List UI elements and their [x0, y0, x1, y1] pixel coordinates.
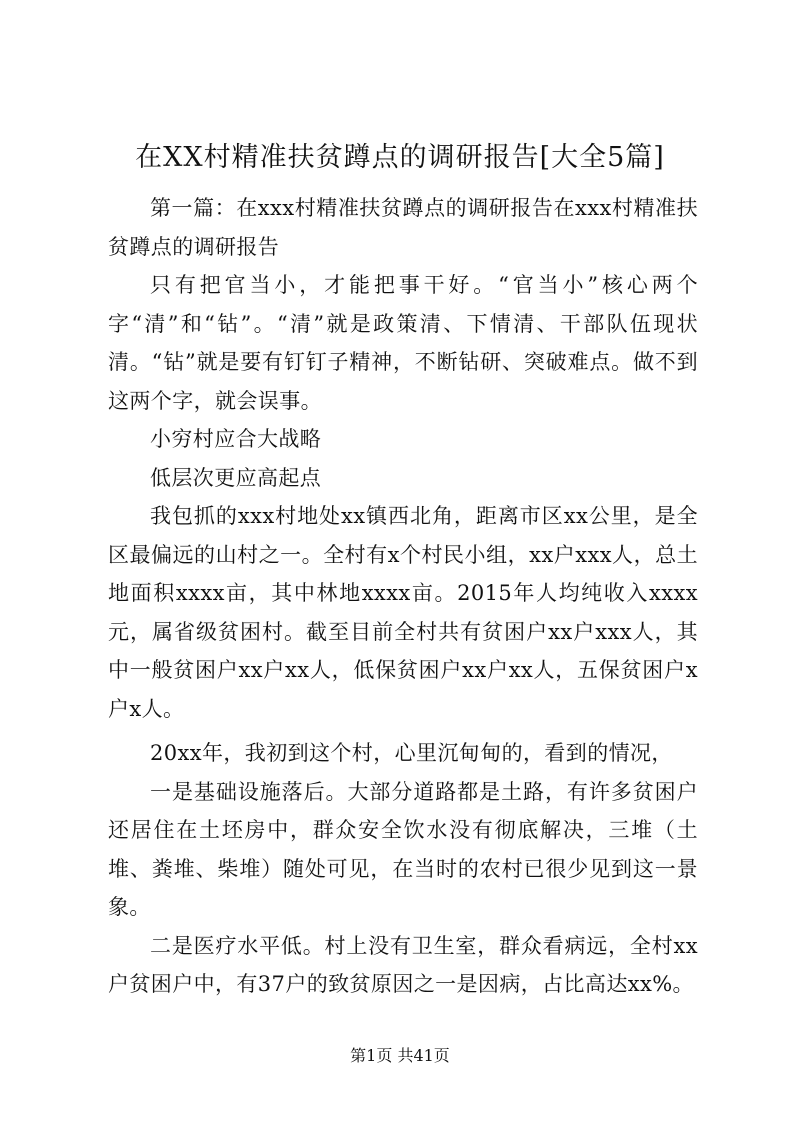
page-number-footer: 第1页 共41页 [350, 1046, 450, 1065]
paragraph-heading-strategy: 小穷村应合大战略 [150, 427, 322, 451]
paragraph-medical: 二是医疗水平低。村上没有卫生室，群众看病远，全村xx户贫困户中，有37户的致贫原因之一是因病，占比高达xx%。 [108, 933, 698, 996]
paragraph-infrastructure: 一是基础设施落后。大部分道路都是土路，有许多贫困户还居住在土坯房中，群众安全饮水没有彻底解决，三堆（土堆、粪堆、柴堆）随处可见，在当时的农村已很少见到这一景象。 [108, 779, 698, 919]
paragraph-principle: 只有把官当小，才能把事干好。“官当小”核心两个字“清”和“钻”。“清”就是政策清、下情清、干部队伍现状清。“钻”就是要有钉钉子精神，不断钻研、突破难点。做不到这两个字，就会误事。 [108, 273, 698, 413]
paragraph-heading-start: 低层次更应高起点 [150, 465, 322, 490]
document-body [108, 189, 698, 1004]
document-title: 在XX村精准扶贫蹲点的调研报告[大全5篇] [135, 142, 665, 173]
paragraph-intro: 第一篇：在xxx村精准扶贫蹲点的调研报告在xxx村精准扶贫蹲点的调研报告 [108, 196, 698, 259]
paragraph-first-visit: 20xx年，我初到这个村，心里沉甸甸的，看到的情况， [150, 741, 673, 765]
paragraph-village-overview: 我包抓的xxx村地处xx镇西北角，距离市区xx公里，是全区最偏远的山村之一。全村有x个村民小组，xx户xxx人，总土地面积xxxx亩，其中林地xxxx亩。2015年人均纯收入xxxx元，属省级贫困村。截至目前全村共有贫困户xx户xxx人，其中一般贫困户xx户xx人，低保贫困户xx户xx人，五保贫困户x户x人。 [108, 504, 698, 721]
